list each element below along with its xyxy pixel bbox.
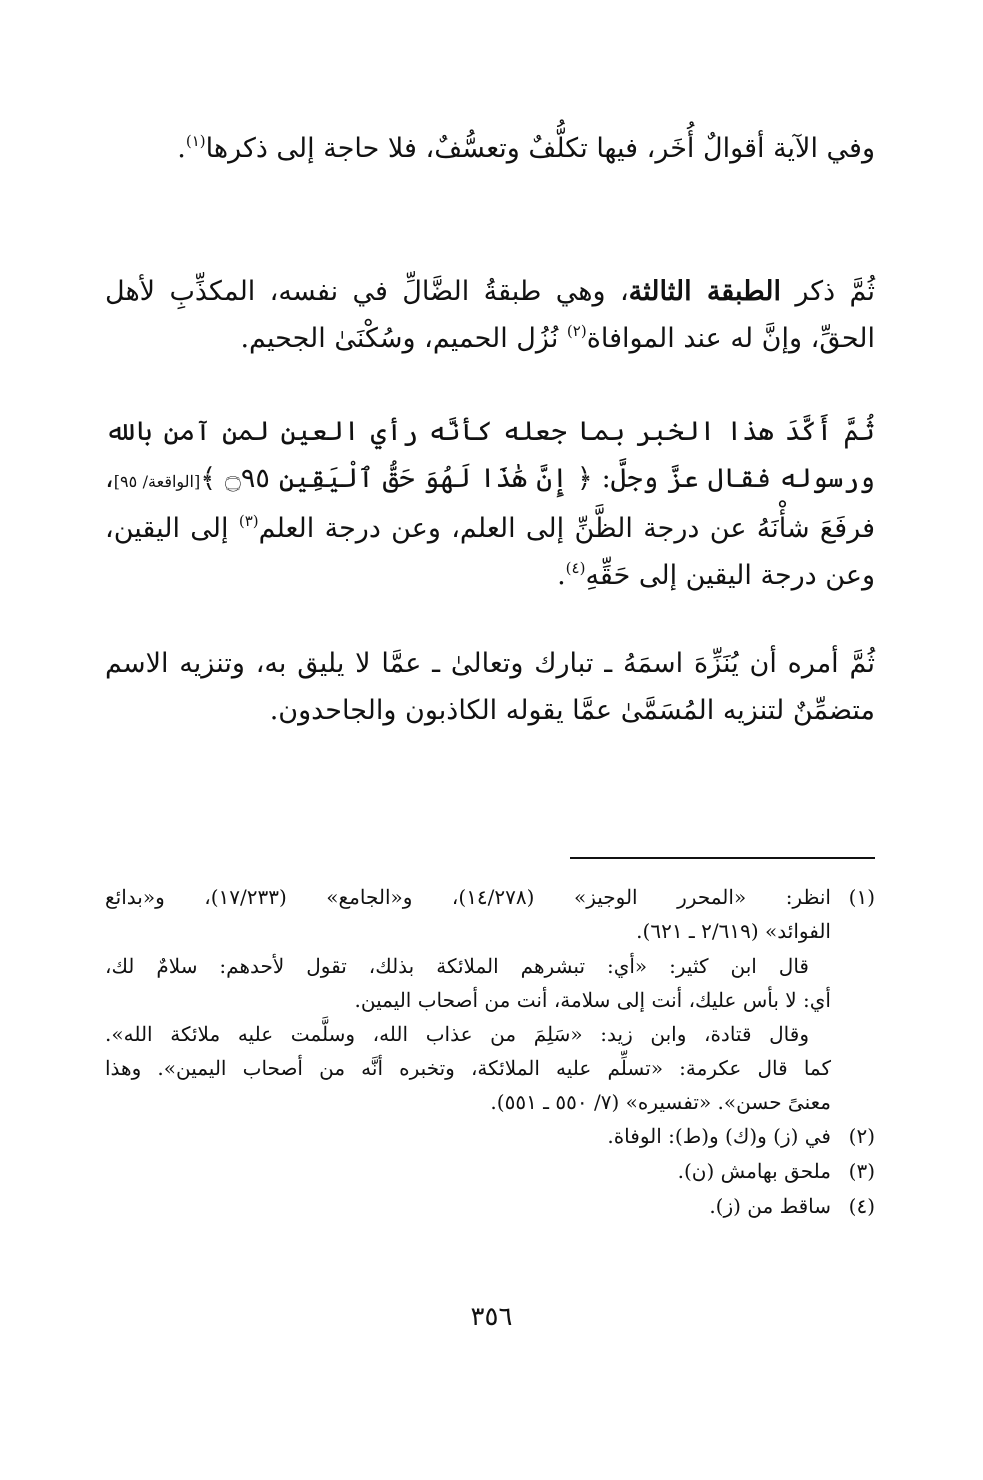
paragraph-2-text-a: ، وهي طبقةُ الضَّالِّ في نفسه، المكذِّبِ لأهل الحقِّ، وإنَّ له عند الموافاة [105,276,875,354]
footnote-body [105,1189,831,1223]
footnote-line: انظر: «المحرر الوجيز» (١٤/٢٧٨)، و«الجامع» (١٧/٢٣٣)، و«بدائع [105,885,831,909]
footnote-separator [570,857,875,859]
footnote-number: (٣) [848,1159,875,1183]
paragraph-4-text: ثُمَّ أمره أن يُنَزِّهَ اسمَهُ ـ تبارك وتعالىٰ ـ عمَّا لا يليق به، وتنزيه الاسم متضمِّنٌ لتنزيه المُسَمَّىٰ عمَّا يقوله الكاذبون والجاحدون. [105,648,875,726]
footnote-line: معنىً حسن». «تفسيره» (٧/ ٥٥٠ ـ ٥٥١). [490,1090,831,1114]
paragraph-1-text: وفي الآية أقوالٌ أُخَر، فيها تكلُّفٌ وتعسُّفٌ، فلا حاجة إلى ذكرها [205,133,875,164]
paragraph-2 [105,268,875,362]
paragraph-1 [105,125,875,172]
paragraph-2-text-b: نُزُل الحميم، وسُكْنَىٰ الجحيم. [240,323,567,354]
footnote-4 [105,1189,875,1223]
footnote-3 [105,1154,875,1188]
footnote-line: وقال قتادة، وابن زيد: «سَلِمَ من عذاب الله، وسلَّمت عليه ملائكة الله». [105,1022,809,1046]
paragraph-3 [105,408,875,599]
footnote-line: قال ابن كثير: «أي: تبشرهم الملائكة بذلك، تقول لأحدهم: سلامٌ لك، [105,954,809,978]
paragraph-3-text-c: إلى اليقين، وعن درجة اليقين إلى حَقِّهِ [105,513,875,591]
paragraph-4 [105,640,875,734]
footnote-body [105,880,831,948]
footnote-line: ملحق بهامش (ن). [677,1159,831,1183]
paragraph-3-text-a: ثُمَّ أَكَّدَ هذا الخبر بما جعله كأنَّه رأي العين لمن آمن بالله ورسوله فقال عزَّ وجلَّ: [105,416,875,494]
footnote-ref-3[interactable]: (٣) [238,512,259,530]
footnote-line: ساقط من (ز). [709,1194,831,1218]
page-number: ٣٥٦ [470,1302,513,1332]
paragraph-2-bold-term: الطبقة الثالثة [628,276,781,307]
paragraph-3-end: . [557,560,566,591]
footnote-number: (١) [848,885,875,909]
footnote-line: في (ز) و(ك) و(ط): الوفاة. [607,1124,831,1148]
footnotes [105,880,875,1224]
footnote-ref-4[interactable]: (٤) [565,559,586,577]
footnote-line: أي: لا بأس عليك، أنت إلى سلامة، أنت من أصحاب اليمين. [354,988,831,1012]
footnote-number: (٢) [848,1124,875,1148]
paragraph-3-text-b: ، فرفَعَ شأْنَهُ عن درجة الظَّنِّ إلى العلم، وعن درجة العلم [105,463,875,544]
footnote-body [105,1119,831,1153]
footnote-body [105,1154,831,1188]
footnote-2 [105,1119,875,1153]
paragraph-2-lead: ثُمَّ ذكر [795,276,875,307]
quran-verse: ﴿ إِنَّ هَٰذَا لَهُوَ حَقُّ ٱلْيَقِينِ ۝٩٥ ﴾ [200,463,593,494]
footnote-1 [105,880,875,948]
paragraph-1-end: . [177,133,186,164]
footnote-1-continuation [105,949,875,1119]
footnote-line: الفوائد» (٢/٦١٩ ـ ٦٢١). [636,919,831,943]
verse-reference: [الواقعة/ ٩٥] [113,472,201,491]
footnote-line: كما قال عكرمة: «تسلِّم عليه الملائكة، وتخبره أنَّه من أصحاب اليمين». وهذا [105,1056,831,1080]
footnote-ref-1[interactable]: (١) [185,132,206,150]
footnote-number: (٤) [848,1194,875,1218]
footnote-ref-2[interactable]: (٢) [566,322,587,340]
